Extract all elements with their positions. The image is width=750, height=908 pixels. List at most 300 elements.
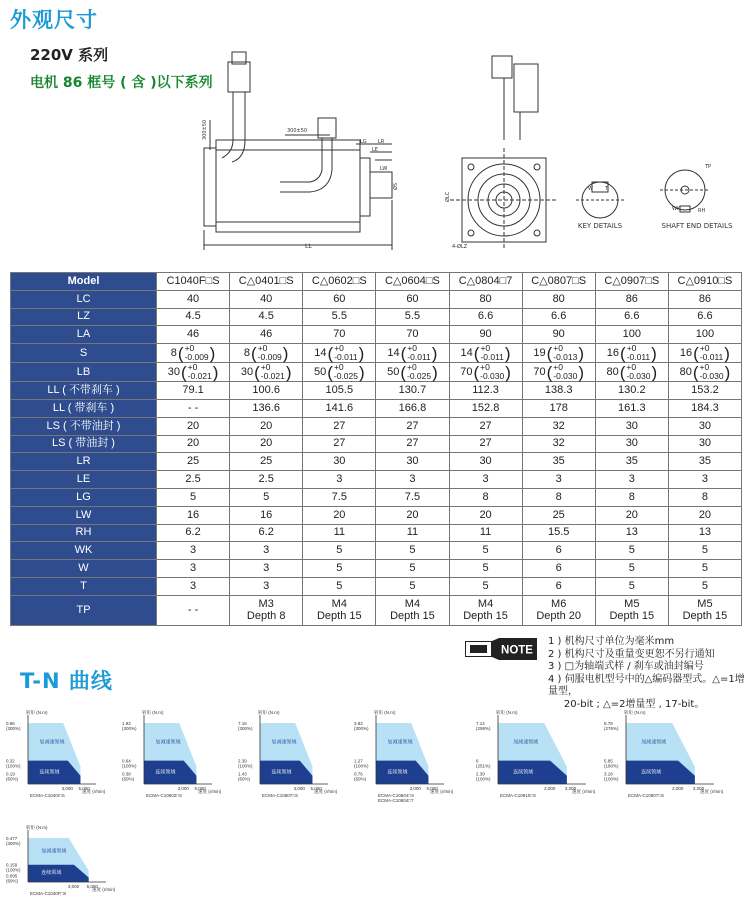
tol-base: 16 [606,346,620,359]
table-cell: 5 [668,542,741,560]
torque-axis-label: 转矩 (N.m) [26,710,48,715]
table-cell [668,595,741,625]
table-cell: 5 [230,488,303,506]
tn-curve [352,705,462,810]
table-cell: 5 [303,577,376,595]
speed-tick-label: 5,000 [310,786,322,791]
table-cell: 16 ( +0 -0.011 ) [595,344,668,363]
cont-zone-label: 连续领域 [41,870,62,877]
row-label: RH [11,524,157,542]
torque-tick-label: 3.18 (100%) [604,771,619,782]
torque-axis-label: 转矩 (N.m) [624,710,646,715]
table-cell: 3 [668,471,741,489]
torque-axis-label: 转矩 (N.m) [258,710,280,715]
table-row [11,488,742,506]
table-cell: 5 [449,542,522,560]
tn-curve-title: T-N 曲线 [20,669,113,693]
torque-tick-label: 5.85 (180%) [604,758,619,769]
tol-lower: -0.030 [626,371,651,382]
tol-base: 70 [460,365,473,378]
note-line: 4 ) 伺服电机型号中的△编码器型式。△=1增量型， [548,673,745,697]
row-label: LW [11,506,157,524]
accel-zone-label: 加减速领域 [39,739,65,746]
tn-curve-svg [352,705,462,810]
accel-zone-label: 加减速领域 [155,739,181,746]
model-col: C△0602□S [303,273,376,291]
table-cell: 5 [595,560,668,578]
svg-text:LR: LR [378,139,385,145]
tol-upper: +0 [699,343,710,354]
frame-label: 电机 86 框号 ( 含 )以下系列 [30,75,213,91]
tol-upper: +0 [187,362,198,373]
table-cell: 3 [303,471,376,489]
note-line: 3 ) □为轴端式样 / 刹车或油封编号 [548,661,704,672]
shaft-end-drawing [660,170,710,212]
table-cell [376,595,449,625]
speed-tick-label: 3,000 [564,786,577,791]
table-cell: 161.3 [595,399,668,417]
speed-tick-label: 2,000 [544,786,556,791]
lead-length-2: 300±50 [287,128,308,134]
tol-lower: -0.011 [626,352,651,363]
table-cell: 80 ( +0 -0.030 ) [595,363,668,382]
speed-axis-label: 速度 (r/min) [314,789,338,794]
table-header-row [11,273,742,291]
shaft-end-label: SHAFT END DETAILS [661,222,733,230]
table-cell: 30 [595,435,668,453]
accel-zone-label: 加减速领域 [41,848,67,855]
tp-depth: Depth 15 [682,610,728,623]
table-row [11,308,742,326]
accel-zone-label: 加减速领域 [387,739,413,746]
speed-axis-label: 速度 (r/min) [700,789,724,794]
key-details-drawing [576,182,624,218]
cont-zone-label: 连续领域 [387,769,408,776]
table-cell: 27 [376,417,449,435]
table-cell: 100.6 [230,382,303,400]
tol-upper: +0 [626,343,637,354]
table-cell: 20 [157,417,230,435]
model-col: C△0910□S [668,273,741,291]
table-cell: 5.5 [303,308,376,326]
table-cell: 70 [303,326,376,344]
section-title-dimensions: 外观尺寸 [10,8,98,32]
table-cell: 6.2 [157,524,230,542]
torque-tick-label: 0.477 (300%) [6,836,21,846]
cont-zone-label: 连续领域 [271,769,292,776]
table-cell: 130.2 [595,382,668,400]
note-line: 1 ) 机构尺寸单位为毫米mm [548,636,675,647]
table-cell: 90 [522,326,595,344]
model-col: C△0804□7 [449,273,522,291]
dim-lg: LG [360,139,367,145]
table-cell: 80 ( +0 -0.030 ) [668,363,741,382]
table-cell: 152.8 [449,399,522,417]
table-row [11,326,742,344]
table-cell [230,595,303,625]
torque-tick-label: 0.76 (60%) [354,771,367,782]
table-cell: 166.8 [376,399,449,417]
table-row [11,382,742,400]
table-cell: 20 [449,506,522,524]
table-cell: 30 [376,453,449,471]
table-cell: 14 ( +0 -0.011 ) [376,344,449,363]
model-col: C△0807□S [522,273,595,291]
cont-zone-label: 连续领域 [155,769,176,776]
torque-axis-label: 转矩 (N.m) [496,710,518,715]
table-cell: 20 [157,435,230,453]
speed-tick-label: 5,000 [194,786,206,791]
table-cell: 60 [303,290,376,308]
tol-base: 30 [167,365,180,378]
table-cell: 130.7 [376,382,449,400]
tol-lower: -0.011 [699,352,724,363]
speed-axis-label: 速度 (r/min) [82,789,106,794]
row-label: S [11,344,157,363]
table-cell: 138.3 [522,382,595,400]
curve-model-label: ECMA-C10910□S [500,793,536,798]
tn-curve [120,705,230,810]
table-row [11,290,742,308]
tn-curve-svg [602,705,732,810]
table-cell: 3 [449,471,522,489]
tol-base: 14 [387,346,400,359]
note-line: 2 ) 机构尺寸及重量变更恕不另行通知 [548,648,715,660]
lead-length-1: 300±50 [202,119,208,140]
table-row [11,577,742,595]
table-cell: 80 [449,290,522,308]
speed-tick-label: 3,000 [61,786,73,791]
table-cell: 8 [522,488,595,506]
tp-thread: - - [187,604,199,617]
tol-base: 19 [533,346,546,359]
table-cell: 4.5 [230,308,303,326]
table-cell: 3 [157,542,230,560]
table-cell: 2.5 [230,471,303,489]
curve-model-label: ECMA-C1040F□S [30,891,67,896]
note-label: NOTE [501,644,533,657]
table-cell: 5 [595,577,668,595]
table-cell: 6.2 [230,524,303,542]
torque-tick-label: 0.96 (300%) [6,721,21,731]
table-cell: 32 [522,417,595,435]
svg-text:4-ØLZ: 4-ØLZ [452,244,468,250]
tol-lower: -0.030 [480,371,505,382]
table-cell: 7.5 [376,488,449,506]
table-cell: 2.5 [157,471,230,489]
table-cell: 16 [157,506,230,524]
table-row [11,560,742,578]
tp-thread: M3 [258,598,274,611]
speed-tick-label: 2,000 [672,786,684,791]
row-label: TP [11,595,157,625]
table-row [11,471,742,489]
table-cell: 80 [522,290,595,308]
table-cell: 16 ( +0 -0.011 ) [668,344,741,363]
table-cell: 184.3 [668,399,741,417]
cont-zone-label: 连续领域 [641,769,662,776]
svg-text:RH: RH [698,208,706,214]
torque-tick-label: 2.39 (100%) [238,758,253,769]
table-cell: 20 [303,506,376,524]
speed-axis-label: 速度 (r/min) [572,789,596,794]
tol-upper: +0 [334,343,344,354]
table-cell: 141.6 [303,399,376,417]
tol-upper: +0 [699,362,710,373]
table-cell: 30 [303,453,376,471]
table-cell: 6 [522,577,595,595]
tol-lower: -0.011 [480,352,504,363]
table-cell: 5 [449,577,522,595]
row-label: LL ( 带刹车 ) [11,399,157,417]
note-line: 20-bit ; △=2增量型 , 17-bit。 [548,698,705,710]
series-label: 220V 系列 [30,46,109,64]
svg-text:WK: WK [672,206,681,212]
speed-tick-label: 3,000 [67,884,80,889]
table-cell [303,595,376,625]
tol-upper: +0 [553,343,563,354]
table-cell: 3 [157,577,230,595]
svg-text:T: T [605,186,609,192]
table-cell: 6.6 [668,308,741,326]
svg-text:LW: LW [380,166,388,172]
tp-thread: M5 [697,598,713,611]
tol-base: 70 [533,365,546,378]
table-cell: 35 [668,453,741,471]
row-label: LS ( 带油封 ) [11,435,157,453]
table-cell: 5 [668,560,741,578]
table-cell: 8 ( +0 -0.009 ) [230,344,303,363]
tol-lower: -0.011 [334,352,358,363]
tol-base: 14 [314,346,327,359]
svg-text:ØLC: ØLC [445,191,451,202]
tn-curve-svg [4,705,114,810]
table-cell: 112.3 [449,382,522,400]
table-row [11,435,742,453]
tol-base: 50 [313,365,327,378]
table-cell: 6.6 [595,308,668,326]
table-cell: 40 [157,290,230,308]
table-cell: 5 [449,560,522,578]
model-col: C1040F□S [157,273,230,291]
table-cell: 6 [522,542,595,560]
table-cell: 5 [376,542,449,560]
table-cell: 50 ( +0 -0.025 ) [376,363,449,382]
tol-upper: +0 [407,362,417,373]
torque-axis-label: 转矩 (N.m) [142,710,164,715]
curve-model-label: ECMA-C10602□S [146,793,182,798]
table-cell: 70 ( +0 -0.030 ) [449,363,522,382]
tol-lower: -0.013 [553,352,578,363]
table-cell: 90 [449,326,522,344]
table-cell: 4.5 [157,308,230,326]
table-cell: 3 [157,560,230,578]
table-cell: 30 [449,453,522,471]
table-cell: 20 [376,506,449,524]
speed-axis-label: 速度 (r/min) [92,887,116,892]
speed-axis-label: 速度 (r/min) [198,789,222,794]
tol-upper: +0 [480,343,491,354]
table-cell: 60 [376,290,449,308]
table-cell: 13 [595,524,668,542]
svg-text:LL: LL [305,243,312,250]
tn-curve [474,705,604,810]
row-label: LB [11,363,157,382]
table-cell: 8 [595,488,668,506]
torque-tick-label: 3.82 (300%) [354,721,369,731]
table-cell: 79.1 [157,382,230,400]
torque-axis-label: 转矩 (N.m) [374,710,396,715]
tp-thread: M5 [624,598,640,611]
table-cell: 32 [522,435,595,453]
torque-tick-label: 1.27 (100%) [354,758,369,769]
table-cell: 5 [376,577,449,595]
torque-tick-label: 0.095 (60%) [6,873,19,884]
torque-tick-label: 8.78 (276%) [604,721,619,731]
table-cell: 3 [230,577,303,595]
table-cell: 30 [668,417,741,435]
table-cell: 27 [449,417,522,435]
table-cell: 27 [449,435,522,453]
curve-model-label: ECMA-C1040I□S [30,793,65,798]
tol-base: 80 [606,365,619,378]
table-row [11,399,742,417]
table-cell: 3 [522,471,595,489]
svg-text:ØS: ØS [393,182,399,190]
table-cell: 5 [303,542,376,560]
tol-lower: -0.021 [260,371,285,382]
tol-upper: +0 [626,362,637,373]
table-cell: 8 [668,488,741,506]
table-cell: 105.5 [303,382,376,400]
table-cell: 5 [157,488,230,506]
speed-tick-label: 3,000 [177,786,189,791]
table-cell: 86 [668,290,741,308]
table-cell: 100 [595,326,668,344]
tol-base: 16 [679,346,693,359]
tol-lower: -0.009 [184,352,209,363]
tol-lower: -0.009 [257,352,282,363]
tol-upper: +0 [257,343,268,354]
torque-tick-label: 2.39 (100%) [476,771,491,782]
model-col: C△0907□S [595,273,668,291]
tol-upper: +0 [480,362,490,373]
row-label: LS ( 不带油封 ) [11,417,157,435]
table-cell: 5 [376,560,449,578]
row-label: LZ [11,308,157,326]
table-cell: 14 ( +0 -0.011 ) [303,344,376,363]
row-label: LA [11,326,157,344]
tn-curve [236,705,346,810]
table-cell: 3 [376,471,449,489]
table-row [11,363,742,382]
row-label: LE [11,471,157,489]
tn-curve-svg [236,705,346,810]
table-row [11,595,742,625]
table-cell: 6.6 [522,308,595,326]
table-cell: 27 [303,417,376,435]
torque-tick-label: 1.92 (300%) [122,721,137,731]
tol-base: 80 [679,365,692,378]
tp-thread: M6 [551,598,567,611]
table-cell: 5 [668,577,741,595]
table-row [11,453,742,471]
tp-depth: Depth 15 [609,610,655,623]
table-cell: 35 [595,453,668,471]
table-cell: - - [157,399,230,417]
table-cell: 20 [595,506,668,524]
table-row [11,524,742,542]
torque-tick-label: 1.43 (60%) [238,771,251,782]
table-cell: 20 [668,506,741,524]
table-cell: 100 [668,326,741,344]
tp-depth: Depth 15 [316,610,362,623]
tol-base: 50 [387,365,400,378]
tol-upper: +0 [260,362,271,373]
table-cell: 30 ( +0 -0.021 ) [230,363,303,382]
tol-base: 30 [240,365,254,378]
tol-lower: -0.021 [187,371,212,382]
table-cell: 11 [303,524,376,542]
speed-tick-label: 5,000 [78,786,90,791]
motor-front-view [450,56,558,250]
torque-tick-label: 0.19 (60%) [6,771,19,782]
table-cell: 86 [595,290,668,308]
table-cell [595,595,668,625]
table-cell: 8 [449,488,522,506]
note-badge [465,638,537,660]
key-details-label: KEY DETAILS [577,222,623,230]
table-cell [157,595,230,625]
torque-tick-label: 0.38 (60%) [122,771,135,782]
row-label: LR [11,453,157,471]
motor-side-view [204,52,392,250]
tol-lower: -0.030 [553,371,578,382]
notes-list [548,636,750,711]
dimension-table [10,272,742,626]
table-cell: 46 [230,326,303,344]
speed-tick-label: 3,000 [692,786,705,791]
accel-zone-label: 加减速领域 [513,739,539,746]
tol-lower: -0.030 [699,371,724,382]
tol-lower: -0.025 [407,371,432,382]
tol-lower: -0.011 [407,352,431,363]
table-cell: 15.5 [522,524,595,542]
speed-tick-label: 5,000 [426,786,438,791]
table-cell: 50 ( +0 -0.025 ) [303,363,376,382]
table-cell: 11 [376,524,449,542]
table-cell: 30 [668,435,741,453]
table-cell: 3 [595,471,668,489]
torque-tick-label: 7.14 (298%) [476,721,491,731]
table-cell [522,595,595,625]
tol-base: 8 [243,346,251,359]
row-label: LC [11,290,157,308]
table-cell: 35 [522,453,595,471]
svg-text:W: W [588,186,593,192]
torque-tick-label: 0.64 (100%) [122,758,137,769]
tp-thread: M4 [477,598,494,611]
accel-zone-label: 加减速领域 [271,739,297,746]
tn-curve [4,705,114,810]
table-cell: 14 ( +0 -0.011 ) [449,344,522,363]
speed-axis-label: 速度 (r/min) [430,789,454,794]
curve-model-label: ECMA-C10907□S [628,793,664,798]
tol-upper: +0 [333,362,344,373]
curve-model-label: ECMA-C10604□S ECMA-C10804□7 [378,793,414,803]
row-label: WK [11,542,157,560]
torque-tick-label: 6 (251%) [476,758,491,769]
